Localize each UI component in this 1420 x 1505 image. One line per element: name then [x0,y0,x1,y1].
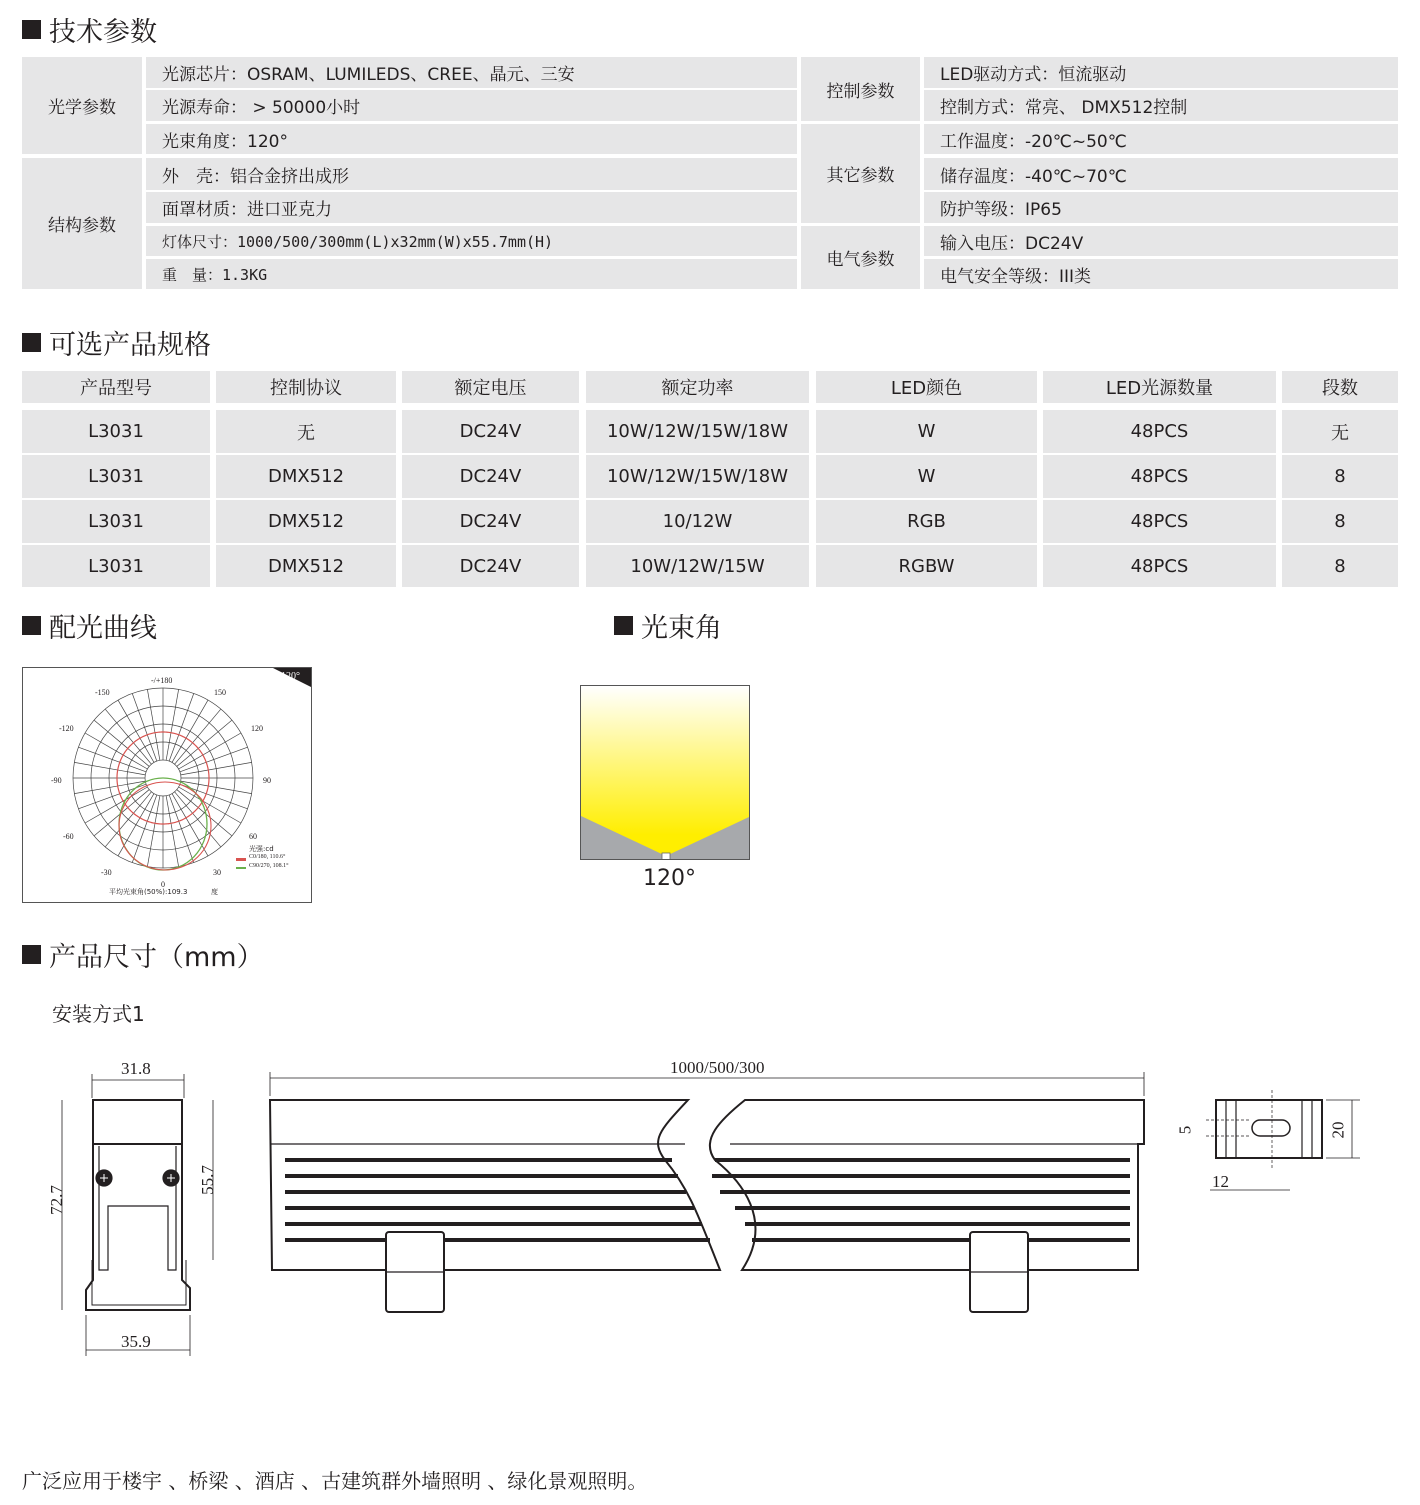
dimension-drawing [0,1060,1420,1360]
spec-row: 储存温度：-40℃~70℃ [924,158,1398,190]
table-header: 段数 [1282,371,1398,403]
angle-label: -/+180 [151,676,173,685]
angle-label: -90 [51,776,62,785]
polar-spoke [180,747,248,772]
polar-spoke [132,795,157,863]
dim-length: 1000/500/300 [670,1058,765,1077]
square-bullet-icon [22,616,41,635]
table-cell: 48PCS [1043,455,1276,498]
spec-row: 面罩材质：进口亚克力 [146,192,797,223]
polar-average: 平均光束角(50%):109.3 [109,888,188,896]
table-header: 额定功率 [586,371,809,403]
table-cell: 48PCS [1043,410,1276,453]
square-bullet-icon [22,333,41,352]
polar-spoke [147,796,160,867]
spec-row: 电气安全等级：III类 [924,259,1398,289]
angle-label: 60 [249,832,257,841]
table-cell: L3031 [22,410,210,453]
spec-row: 光源芯片：OSRAM、LUMILEDS、CREE、晶元、三安 [146,57,797,88]
section-title-options: 可选产品规格 [22,323,211,362]
angle-label: 30 [213,868,221,877]
polar-average-unit: 度 [211,888,218,896]
spec-row: 灯体尺寸：1000/500/300mm(L)x32mm(W)x55.7mm(H) [146,226,797,256]
table-cell: 10/12W [586,500,809,543]
section-title-beam: 光束角 [614,606,722,645]
spec-row: 控制方式：常亮、 DMX512控制 [924,90,1398,121]
table-cell: DC24V [402,455,579,498]
angle-label: -150 [95,688,110,697]
spec-row: 重 量：1.3KG [146,259,797,289]
spec-row: LED驱动方式：恒流驱动 [924,57,1398,88]
spec-row: 输入电压：DC24V [924,226,1398,256]
table-cell: 48PCS [1043,500,1276,543]
angle-label: 120 [251,724,263,733]
length-view [270,1072,1144,1312]
angle-label: -60 [63,832,74,841]
table-cell: DMX512 [216,545,396,587]
dim-height-body: 55.7 [197,1165,217,1195]
group-label-structure: 结构参数 [22,158,142,289]
table-cell: W [816,410,1037,453]
dim-top-width: 31.8 [121,1059,151,1078]
section-title-tech: 技术参数 [22,10,157,49]
end-view [1206,1090,1360,1190]
table-cell: 8 [1282,545,1398,587]
dim-height-20: 20 [1328,1121,1348,1139]
group-label-other: 其它参数 [801,124,920,223]
square-bullet-icon [614,616,633,635]
side-profile [62,1074,213,1356]
table-cell: L3031 [22,545,210,587]
polar-spoke [181,781,252,794]
group-label-optical: 光学参数 [22,57,142,154]
table-cell: 48PCS [1043,545,1276,587]
angle-label: 0 [161,880,165,889]
beam-angle-illustration [580,685,750,860]
polar-spoke [147,689,160,760]
table-header: 控制协议 [216,371,396,403]
polar-spoke [74,781,145,794]
table-cell: 无 [1282,410,1398,453]
polar-spoke [169,795,194,863]
table-cell: W [816,455,1037,498]
angle-label: -30 [101,868,112,877]
spec-row: 光源寿命： > 50000小时 [146,90,797,121]
group-label-electric: 电气参数 [801,226,920,289]
polar-spoke [181,762,252,775]
table-cell: 10W/12W/15W [586,545,809,587]
spec-row: 外 壳：铝合金挤出成形 [146,158,797,190]
square-bullet-icon [22,20,41,39]
beam-angle-label: 120° [643,866,696,891]
dim-offset-12: 12 [1212,1172,1229,1191]
angle-label: 150 [214,688,226,697]
table-cell: DC24V [402,500,579,543]
install-method-label: 安装方式1 [52,1002,145,1026]
table-cell: DMX512 [216,455,396,498]
dim-bottom-width: 35.9 [121,1332,151,1351]
polar-spoke [78,747,146,772]
table-cell: L3031 [22,500,210,543]
polar-spoke [132,693,157,761]
spec-row: 工作温度：-20℃~50℃ [924,124,1398,154]
section-title-curve: 配光曲线 [22,606,157,645]
square-bullet-icon [22,945,41,964]
polar-unit: 光强:cd [249,845,274,853]
polar-spoke [166,689,179,760]
application-footer: 广泛应用于楼宇 、桥梁 、酒店 、古建筑群外墙照明 、绿化景观照明。 [22,1469,648,1493]
polar-spoke [169,693,194,761]
table-cell: 10W/12W/15W/18W [586,410,809,453]
polar-legend-c90: C90/270, 108.1° [249,863,289,869]
polar-diagram [22,667,312,903]
angle-label: -120 [59,724,74,733]
group-label-control: 控制参数 [801,57,920,121]
table-cell: DC24V [402,545,579,587]
table-header: LED颜色 [816,371,1037,403]
spec-row: 防护等级：IP65 [924,192,1398,223]
dim-height-total: 72.7 [46,1185,66,1215]
dim-slot-5: 5 [1175,1125,1195,1135]
table-header: 产品型号 [22,371,210,403]
polar-legend-c0: C0/180, 110.6° [249,854,286,860]
angle-label: 90 [263,776,271,785]
polar-badge: 120° [281,671,300,682]
section-title-size: 产品尺寸（mm） [22,935,264,974]
table-cell: 10W/12W/15W/18W [586,455,809,498]
table-cell: 无 [216,410,396,453]
table-cell: DMX512 [216,500,396,543]
table-cell: L3031 [22,455,210,498]
table-header: LED光源数量 [1043,371,1276,403]
table-header: 额定电压 [402,371,579,403]
polar-spoke [74,762,145,775]
spec-row: 光束角度：120° [146,124,797,154]
table-cell: RGBW [816,545,1037,587]
table-cell: 8 [1282,500,1398,543]
table-cell: DC24V [402,410,579,453]
polar-spoke [166,796,179,867]
table-cell: 8 [1282,455,1398,498]
table-cell: RGB [816,500,1037,543]
